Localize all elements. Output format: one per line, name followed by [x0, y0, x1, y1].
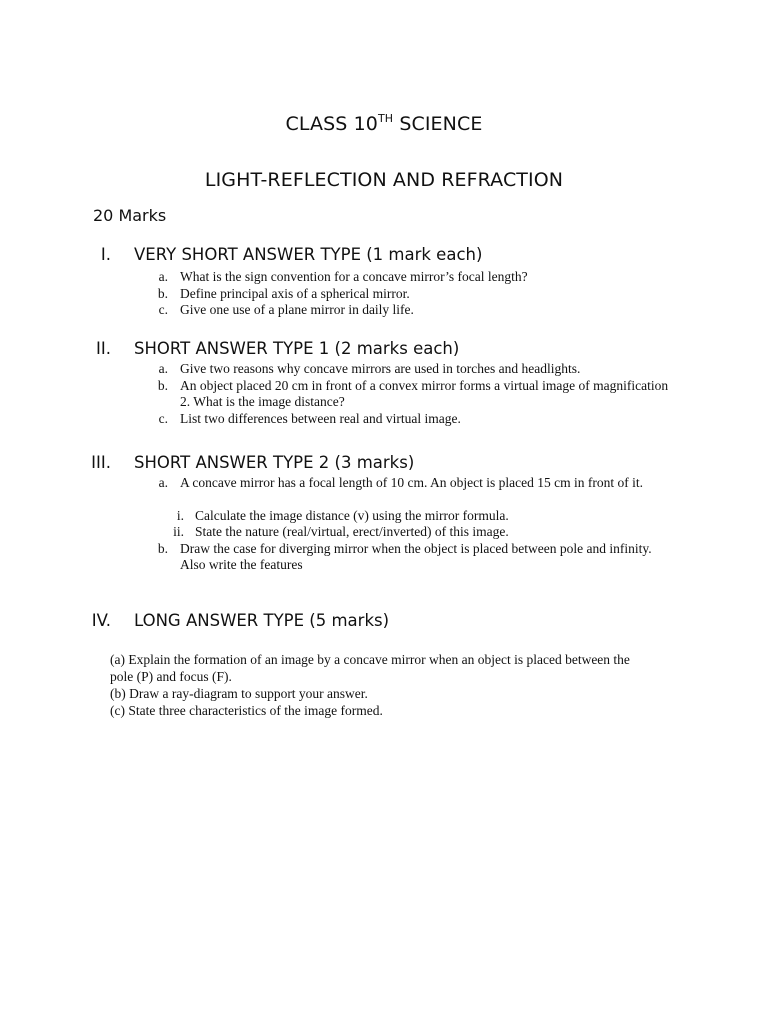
section-short-answer-2 — [0, 453, 768, 574]
question-item — [0, 361, 676, 378]
sub-question-item — [0, 524, 665, 541]
question-text: Define principal axis of a spherical mirror. — [180, 285, 410, 301]
section-title: SHORT ANSWER TYPE 2 (3 marks) — [134, 453, 415, 472]
section-number: IV. — [91, 611, 111, 630]
section-heading — [0, 611, 768, 633]
question-item — [0, 286, 676, 303]
long-answer-line-b: (b) Draw a ray-diagram to support your answer. — [110, 686, 368, 701]
spacer — [0, 492, 768, 508]
question-item — [0, 411, 676, 428]
question-label: c. — [158, 410, 168, 426]
long-answer-line-c: (c) State three characteristics of the image formed. — [110, 703, 383, 718]
page-title — [0, 113, 768, 135]
question-item — [0, 541, 676, 574]
title-text-rest: SCIENCE — [393, 113, 483, 135]
question-text: Give one use of a plane mirror in daily life. — [180, 302, 414, 317]
question-list — [0, 269, 768, 319]
long-answer-question — [110, 651, 640, 719]
question-list — [0, 361, 768, 427]
question-label: a. — [158, 475, 168, 490]
question-list — [0, 475, 768, 574]
page-subtitle: LIGHT-REFLECTION AND REFRACTION — [204, 169, 564, 191]
section-number: II. — [96, 339, 111, 358]
question-item — [0, 378, 676, 411]
sub-question-text: State the nature (real/virtual, erect/inverted) of this image. — [195, 524, 509, 539]
section-number: III. — [91, 453, 111, 472]
question-text: Give two reasons why concave mirrors are used in torches and headlights. — [180, 361, 581, 376]
section-title: SHORT ANSWER TYPE 1 (2 marks each) — [134, 339, 460, 358]
question-text: What is the sign convention for a concave mirror’s focal length? — [180, 269, 528, 284]
title-superscript: TH — [377, 112, 394, 125]
question-label: c. — [158, 302, 168, 317]
sub-question-label: i. — [176, 507, 184, 523]
section-long-answer — [0, 611, 768, 633]
question-label: a. — [158, 361, 168, 376]
sub-question-label: ii. — [173, 524, 184, 539]
section-short-answer-1 — [0, 339, 768, 427]
question-text: An object placed 20 cm in front of a convex mirror forms a virtual image of magnification 2. What is the image distance? — [180, 377, 669, 409]
sub-question-item — [0, 508, 665, 525]
question-label: b. — [157, 285, 168, 301]
section-very-short-answer — [0, 245, 768, 319]
question-label: b. — [157, 540, 168, 556]
section-heading — [0, 453, 768, 475]
section-number: I. — [100, 245, 111, 264]
section-title: LONG ANSWER TYPE (5 marks) — [134, 611, 390, 630]
section-title: VERY SHORT ANSWER TYPE (1 mark each) — [134, 245, 483, 264]
section-heading — [0, 245, 768, 267]
question-text: Draw the case for diverging mirror when the object is placed between pole and infinity. Also write the features — [180, 540, 652, 572]
title-text: CLASS 10 — [285, 113, 378, 135]
question-label: b. — [157, 377, 168, 393]
sub-question-text: Calculate the image distance (v) using the mirror formula. — [195, 507, 509, 523]
long-answer-line-a: (a) Explain the formation of an image by a concave mirror when an object is placed between the pole (P) and focus (F). — [110, 652, 630, 684]
question-text: List two differences between real and virtual image. — [180, 410, 461, 426]
question-label: a. — [158, 269, 168, 284]
question-item — [0, 302, 676, 319]
question-item — [0, 269, 676, 286]
question-item — [0, 475, 676, 492]
question-text: A concave mirror has a focal length of 10 cm. An object is placed 15 cm in front of it. — [180, 475, 643, 490]
total-marks: 20 Marks — [93, 206, 167, 225]
section-heading — [0, 339, 768, 361]
